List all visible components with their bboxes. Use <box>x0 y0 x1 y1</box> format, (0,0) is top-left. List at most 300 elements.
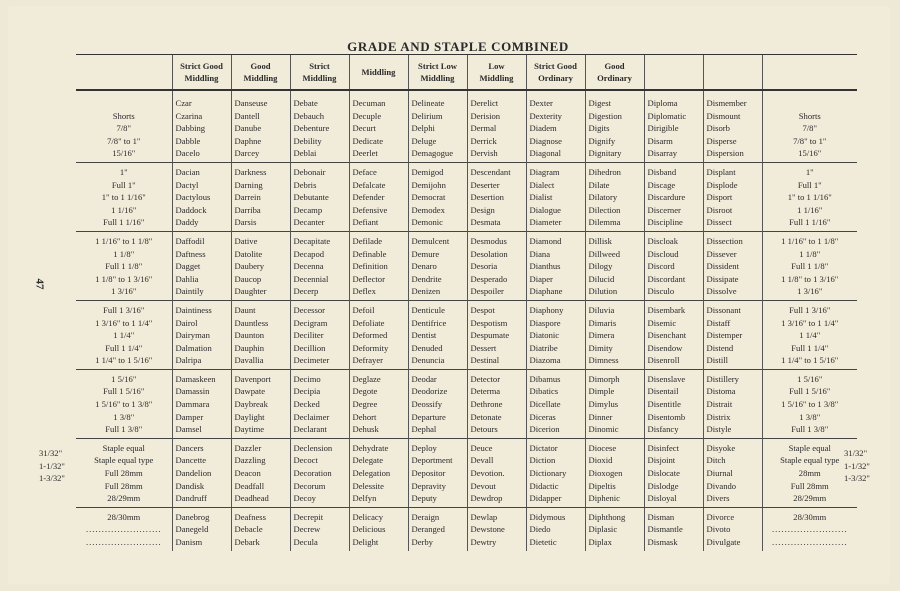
code-word: Deploy <box>411 442 437 453</box>
code-word: Deadfall <box>234 480 265 491</box>
code-word-cell <box>585 162 644 231</box>
code-word: Debility <box>293 135 322 146</box>
code-word: Digestion <box>588 110 622 121</box>
staple-label: Shorts <box>798 110 821 121</box>
code-word: Daphne <box>234 135 262 146</box>
code-word: Desoria <box>470 261 498 272</box>
code-word-cell <box>467 507 526 550</box>
code-word: Danegeld <box>175 524 209 535</box>
staple-label: 1 3/16" to 1 1/4" <box>781 317 839 328</box>
code-word: Departure <box>411 411 446 422</box>
code-word: Denaro <box>411 261 437 272</box>
staple-label: Full 1 5/16" <box>103 386 145 397</box>
code-word: Dalmation <box>175 342 212 353</box>
code-word: Diagnose <box>529 135 562 146</box>
staple-label: Staple equal <box>102 442 145 453</box>
grade-staple-table <box>76 54 857 551</box>
code-word: Deodorize <box>411 386 448 397</box>
code-word: Delphi <box>411 123 435 134</box>
staple-label: 1" to 1 1/16" <box>101 192 146 203</box>
code-word-cell <box>231 438 290 507</box>
staple-label: 1 1/4" <box>799 330 821 341</box>
code-word: Damsel <box>175 424 202 435</box>
margin-note: 1-3/32" <box>844 473 870 484</box>
code-word: Dairol <box>175 317 198 328</box>
code-word: Detours <box>470 424 498 435</box>
code-word: Distyle <box>706 424 732 435</box>
code-word: Decrew <box>293 524 321 535</box>
code-word-cell <box>408 507 467 550</box>
code-word: Debutante <box>293 192 329 203</box>
code-word: Defensive <box>352 204 388 215</box>
grade-header: Strict Middling <box>290 55 349 91</box>
margin-note: 1-1/32" <box>844 460 870 471</box>
code-word-cell <box>644 507 703 550</box>
code-word: Deflex <box>352 286 376 297</box>
staple-label: 1 1/8" to 1 3/16" <box>95 273 153 284</box>
code-word: Dacian <box>175 166 200 177</box>
code-word: Demijohn <box>411 179 446 190</box>
code-word: Dilection <box>588 204 621 215</box>
code-word: Deserter <box>470 179 500 190</box>
staple-label: Full 1 1/8" <box>791 261 829 272</box>
code-word: Disorb <box>706 123 730 134</box>
code-word: Decorum <box>293 480 326 491</box>
margin-note: 31/32" <box>39 448 63 458</box>
code-word: Dietetic <box>529 537 557 547</box>
code-word: Destinal <box>470 355 500 366</box>
code-word-cell <box>231 90 290 162</box>
code-word: Dissection <box>706 235 743 246</box>
code-word: Dicellate <box>529 399 561 410</box>
code-word: Deface <box>352 166 377 177</box>
staple-cell-left <box>76 300 172 369</box>
grade-header <box>644 55 703 91</box>
code-word: Dictator <box>529 442 558 453</box>
code-word-cell <box>349 507 408 550</box>
code-word-cell <box>231 369 290 438</box>
code-word-cell <box>172 162 231 231</box>
code-word: Derby <box>411 537 433 547</box>
code-word: Deossify <box>411 399 443 410</box>
code-word: Defoliate <box>352 317 385 328</box>
code-word: Devotion. <box>470 468 505 479</box>
code-word: Didymous <box>529 511 566 522</box>
code-word: Deerlet <box>352 148 378 159</box>
code-word-cell <box>703 231 762 300</box>
code-word: Dilution <box>588 286 618 297</box>
code-word-cell <box>644 162 703 231</box>
code-word: Czar <box>175 98 192 108</box>
code-word: Depositor <box>411 468 446 479</box>
code-word: Dendrite <box>411 273 442 284</box>
code-word: Dancers <box>175 442 204 453</box>
code-word: Dislocate <box>647 468 680 479</box>
code-word: Despotism <box>470 317 508 328</box>
code-word-cell <box>703 507 762 550</box>
code-word: Diceras <box>529 411 556 422</box>
staple-label: 1 3/16" <box>111 286 137 297</box>
code-word: Diameter <box>529 217 562 228</box>
code-word: Discipline <box>647 217 683 228</box>
page-number: 47 <box>33 278 46 290</box>
code-word: Disloyal <box>647 493 677 504</box>
code-word: Delineate <box>411 98 445 108</box>
code-word-cell <box>585 507 644 550</box>
code-word-cell <box>290 231 349 300</box>
code-word: Demonic <box>411 217 444 228</box>
code-word: Diedo <box>529 524 551 535</box>
code-word: Decapitate <box>293 235 331 246</box>
code-word: Disculo <box>647 286 675 297</box>
code-word-cell <box>526 438 585 507</box>
outer-right-notes <box>844 447 894 485</box>
code-word: Deblai <box>293 148 317 159</box>
code-word: Distemper <box>706 330 743 341</box>
code-word: Decenna <box>293 261 324 272</box>
staple-label: 1 3/16" <box>797 286 823 297</box>
code-word: Daunton <box>234 330 265 341</box>
code-word: Deranged <box>411 524 445 535</box>
code-word: Desmodus <box>470 235 507 246</box>
code-word: Dandruff <box>175 493 207 504</box>
code-word: Dipeltis <box>588 480 616 491</box>
staple-label: Staple equal <box>788 442 831 453</box>
code-word: Delessite <box>352 480 385 491</box>
code-word: Dilemma <box>588 217 621 228</box>
code-word: Dimylus <box>588 399 619 410</box>
code-word: Dirigible <box>647 123 679 134</box>
staple-label: Full 1 5/16" <box>789 386 831 397</box>
code-word-cell <box>172 507 231 550</box>
staple-label: 28/30mm <box>793 511 827 522</box>
code-word: Diaphane <box>529 286 563 297</box>
grade-header: Strict Low Middling <box>408 55 467 91</box>
code-word: Dahlia <box>175 273 199 284</box>
staple-label: Full 1 3/8" <box>105 424 143 435</box>
code-word-cell <box>703 162 762 231</box>
code-word: Dairyman <box>175 330 210 341</box>
staple-cell-left <box>76 162 172 231</box>
staple-label: 1 5/16" <box>797 373 823 384</box>
code-word: Dexter <box>529 98 553 108</box>
code-word: Dimple <box>588 386 615 397</box>
code-word: Dialist <box>529 192 553 203</box>
code-word: Decigram <box>293 317 328 328</box>
code-word: Definition <box>352 261 388 272</box>
code-word: Dentifrice <box>411 317 447 328</box>
code-word: Decuman <box>352 98 386 108</box>
staple-label: 1 1/16" <box>111 204 137 215</box>
staple-label: 15/16" <box>798 148 822 159</box>
staple-label: 1 1/8" <box>113 248 135 259</box>
code-word: Deflector <box>352 273 385 284</box>
code-word: Dinner <box>588 411 613 422</box>
margin-note: 31/32" <box>844 448 868 458</box>
code-word-cell <box>467 231 526 300</box>
code-word: Detector <box>470 373 501 384</box>
code-word: Divoto <box>706 524 731 535</box>
code-word: Diplasic <box>588 524 618 535</box>
code-word: Demure <box>411 248 440 259</box>
grade-header: Strict Good Ordinary <box>526 55 585 91</box>
code-word: Decked <box>293 399 320 410</box>
code-word: Defilade <box>352 235 383 246</box>
code-word: Divulgate <box>706 537 741 547</box>
code-word: Decerp <box>293 286 319 297</box>
staple-cell-left <box>76 90 172 162</box>
staple-cell-right <box>762 369 857 438</box>
code-word: Diluvia <box>588 304 615 315</box>
staple-label: Full 1 3/8" <box>791 424 829 435</box>
code-word: Debacle <box>234 524 263 535</box>
staple-cell-left <box>76 507 172 550</box>
code-word: Dissect <box>706 217 732 228</box>
code-word: Diphthong <box>588 511 626 522</box>
staple-group-row <box>76 90 857 162</box>
code-word: Dagget <box>175 261 201 272</box>
code-word: Czarina <box>175 110 203 121</box>
code-word: Dissipate <box>706 273 739 284</box>
code-word-cell <box>408 90 467 162</box>
code-word: Dialogue <box>529 204 562 215</box>
code-word: Disenroll <box>647 355 680 366</box>
code-word: Decipia <box>293 386 321 397</box>
code-word: Delicacy <box>352 511 384 522</box>
code-word: Daddock <box>175 204 207 215</box>
code-word: Delirium <box>411 110 443 121</box>
staple-label: ........................ <box>771 524 848 535</box>
code-word: Discordant <box>647 273 686 284</box>
staple-label: Full 1 1/16" <box>789 217 831 228</box>
code-word: Design <box>470 204 495 215</box>
code-word: Decessor <box>293 304 325 315</box>
code-word: Decennial <box>293 273 329 284</box>
code-word: Debris <box>293 179 317 190</box>
code-word: Despot <box>470 304 495 315</box>
code-word: Deluge <box>411 135 437 146</box>
code-word-cell <box>290 369 349 438</box>
code-word: Decoration <box>293 468 332 479</box>
code-word: Deglaze <box>352 373 381 384</box>
code-word: Diagonal <box>529 148 562 159</box>
code-word: Dispersion <box>706 148 744 159</box>
code-word-cell <box>526 507 585 550</box>
code-word: Ditch <box>706 455 726 466</box>
code-word: Dioxid <box>588 455 613 466</box>
code-word: Diurnal <box>706 468 733 479</box>
code-word-cell <box>290 162 349 231</box>
staple-label: 1 1/16" to 1 1/8" <box>781 235 839 246</box>
code-word: Dioxogen <box>588 468 623 479</box>
staple-label: 1 5/16" <box>111 373 137 384</box>
code-word: Decoy <box>293 493 316 504</box>
code-word: Disroot <box>706 204 733 215</box>
code-word-cell <box>349 300 408 369</box>
code-word: Dermal <box>470 123 497 134</box>
code-word: Disinfect <box>647 442 680 453</box>
code-word-cell <box>172 438 231 507</box>
code-word: Discerner <box>647 204 681 215</box>
outer-left-notes <box>39 447 83 485</box>
code-word: Deacon <box>234 468 261 479</box>
code-word: Descendant <box>470 166 511 177</box>
code-word: Dessert <box>470 342 497 353</box>
code-word: Distend <box>706 342 734 353</box>
code-word: Deformed <box>352 330 388 341</box>
code-word: Diagram <box>529 166 560 177</box>
grade-header: Low Middling <box>467 55 526 91</box>
grade-header: Good Middling <box>231 55 290 91</box>
code-word: Democrat <box>411 192 446 203</box>
code-word: Discardure <box>647 192 686 203</box>
code-word: Dianthus <box>529 261 561 272</box>
code-word: Datolite <box>234 248 263 259</box>
code-word: Diaphony <box>529 304 564 315</box>
code-word: Dehydrate <box>352 442 389 453</box>
staple-label: Full 1" <box>111 179 136 190</box>
code-word: Deraign <box>411 511 440 522</box>
code-word: Demagogue <box>411 148 454 159</box>
code-word: Dialect <box>529 179 555 190</box>
staple-cell-left <box>76 231 172 300</box>
staple-label: 28/29mm <box>793 493 827 504</box>
staple-group-row <box>76 300 857 369</box>
staple-cell-right <box>762 231 857 300</box>
code-word: Danism <box>175 537 203 547</box>
staple-label: 1" <box>119 166 128 177</box>
code-word: Disentail <box>647 386 679 397</box>
grade-header <box>703 55 762 91</box>
code-word-cell <box>408 231 467 300</box>
code-word: Delicious <box>352 524 386 535</box>
staple-label: 1 5/16" to 1 3/8" <box>95 399 153 410</box>
staple-cell-right <box>762 90 857 162</box>
code-word: Debonair <box>293 166 326 177</box>
code-word: Daddy <box>175 217 199 228</box>
code-word: Dabble <box>175 135 201 146</box>
code-word: Darrein <box>234 192 261 203</box>
staple-group-row <box>76 438 857 507</box>
code-word: Disentomb <box>647 411 686 422</box>
code-word: Deformity <box>352 342 389 353</box>
staple-label: ........................ <box>85 524 162 535</box>
code-word: Despumate <box>470 330 510 341</box>
code-word: Davallia <box>234 355 264 366</box>
code-word-cell <box>231 231 290 300</box>
code-word: Dacelo <box>175 148 200 159</box>
code-word: Decimeter <box>293 355 330 366</box>
staple-group-row <box>76 162 857 231</box>
page-title: GRADE AND STAPLE COMBINED <box>347 39 569 54</box>
code-word: Diatonic <box>529 330 560 341</box>
code-word-cell <box>585 231 644 300</box>
code-word: Dephal <box>411 424 437 435</box>
code-word: Discage <box>647 179 676 190</box>
code-word: Digest <box>588 98 611 108</box>
code-word: Disperse <box>706 135 737 146</box>
code-word: Diatribe <box>529 342 558 353</box>
staple-cell-left <box>76 369 172 438</box>
staple-label: 1 3/8" <box>799 411 821 422</box>
code-word: Dilogy <box>588 261 613 272</box>
grade-header: Middling <box>349 55 408 91</box>
code-word: Disemic <box>647 317 677 328</box>
code-word: Danube <box>234 123 262 134</box>
code-word: Diaspore <box>529 317 561 328</box>
code-word: Deafness <box>234 511 266 522</box>
staple-label: Full 1 3/16" <box>103 304 145 315</box>
code-word-cell <box>231 507 290 550</box>
code-word: Decrepit <box>293 511 324 522</box>
staple-cell-right <box>762 162 857 231</box>
code-word: Diplomatic <box>647 110 687 121</box>
document-page <box>8 6 890 584</box>
code-word: Dative <box>234 235 258 246</box>
code-word: Darkness <box>234 166 267 177</box>
code-word: Decoct <box>293 455 318 466</box>
code-word: Distill <box>706 355 728 366</box>
code-word: Dissonant <box>706 304 741 315</box>
code-word: Dignitary <box>588 148 622 159</box>
code-word: Dilucid <box>588 273 615 284</box>
staple-cell-left <box>76 438 172 507</box>
code-word: Dismember <box>706 98 747 108</box>
code-word: Debark <box>234 537 260 547</box>
staple-label: 1 1/4" <box>113 330 135 341</box>
code-word-cell <box>585 90 644 162</box>
staple-group-row <box>76 231 857 300</box>
code-word-cell <box>585 300 644 369</box>
staple-label: ........................ <box>771 537 848 547</box>
code-word-cell <box>408 438 467 507</box>
code-word: Distoma <box>706 386 736 397</box>
code-word-cell <box>408 162 467 231</box>
code-word: Distaff <box>706 317 731 328</box>
code-word: Dexterity <box>529 110 562 121</box>
staple-label: Full 28mm <box>790 480 829 491</box>
staple-label: 1 1/16" <box>797 204 823 215</box>
code-word-cell <box>349 369 408 438</box>
staple-label: 1" to 1 1/16" <box>787 192 832 203</box>
code-word: Detonate <box>470 411 502 422</box>
code-word: Daughter <box>234 286 267 297</box>
code-word-cell <box>349 162 408 231</box>
code-word: Disentitle <box>647 399 681 410</box>
code-word: Dillisk <box>588 235 612 246</box>
code-word-cell <box>290 438 349 507</box>
code-word: Disarm <box>647 135 673 146</box>
code-word-cell <box>349 438 408 507</box>
code-word: Distrix <box>706 411 731 422</box>
code-word: Daintiness <box>175 304 212 315</box>
code-word: Decuple <box>352 110 382 121</box>
code-word: Deciliter <box>293 330 324 341</box>
code-word: Damper <box>175 411 204 422</box>
code-word: Dedicate <box>352 135 384 146</box>
staple-label: 1 1/8" <box>799 248 821 259</box>
code-word: Dimness <box>588 355 619 366</box>
code-word: Deputy <box>411 493 437 504</box>
staple-label: 1 1/4" to 1 5/16" <box>781 355 839 366</box>
code-word: Divorce <box>706 511 735 522</box>
staple-label <box>766 97 855 110</box>
code-word: Dibatics <box>529 386 559 397</box>
code-word-cell <box>526 90 585 162</box>
code-word: Divers <box>706 493 730 504</box>
staple-label: 1" <box>805 166 814 177</box>
code-word: Deuce <box>470 442 493 453</box>
